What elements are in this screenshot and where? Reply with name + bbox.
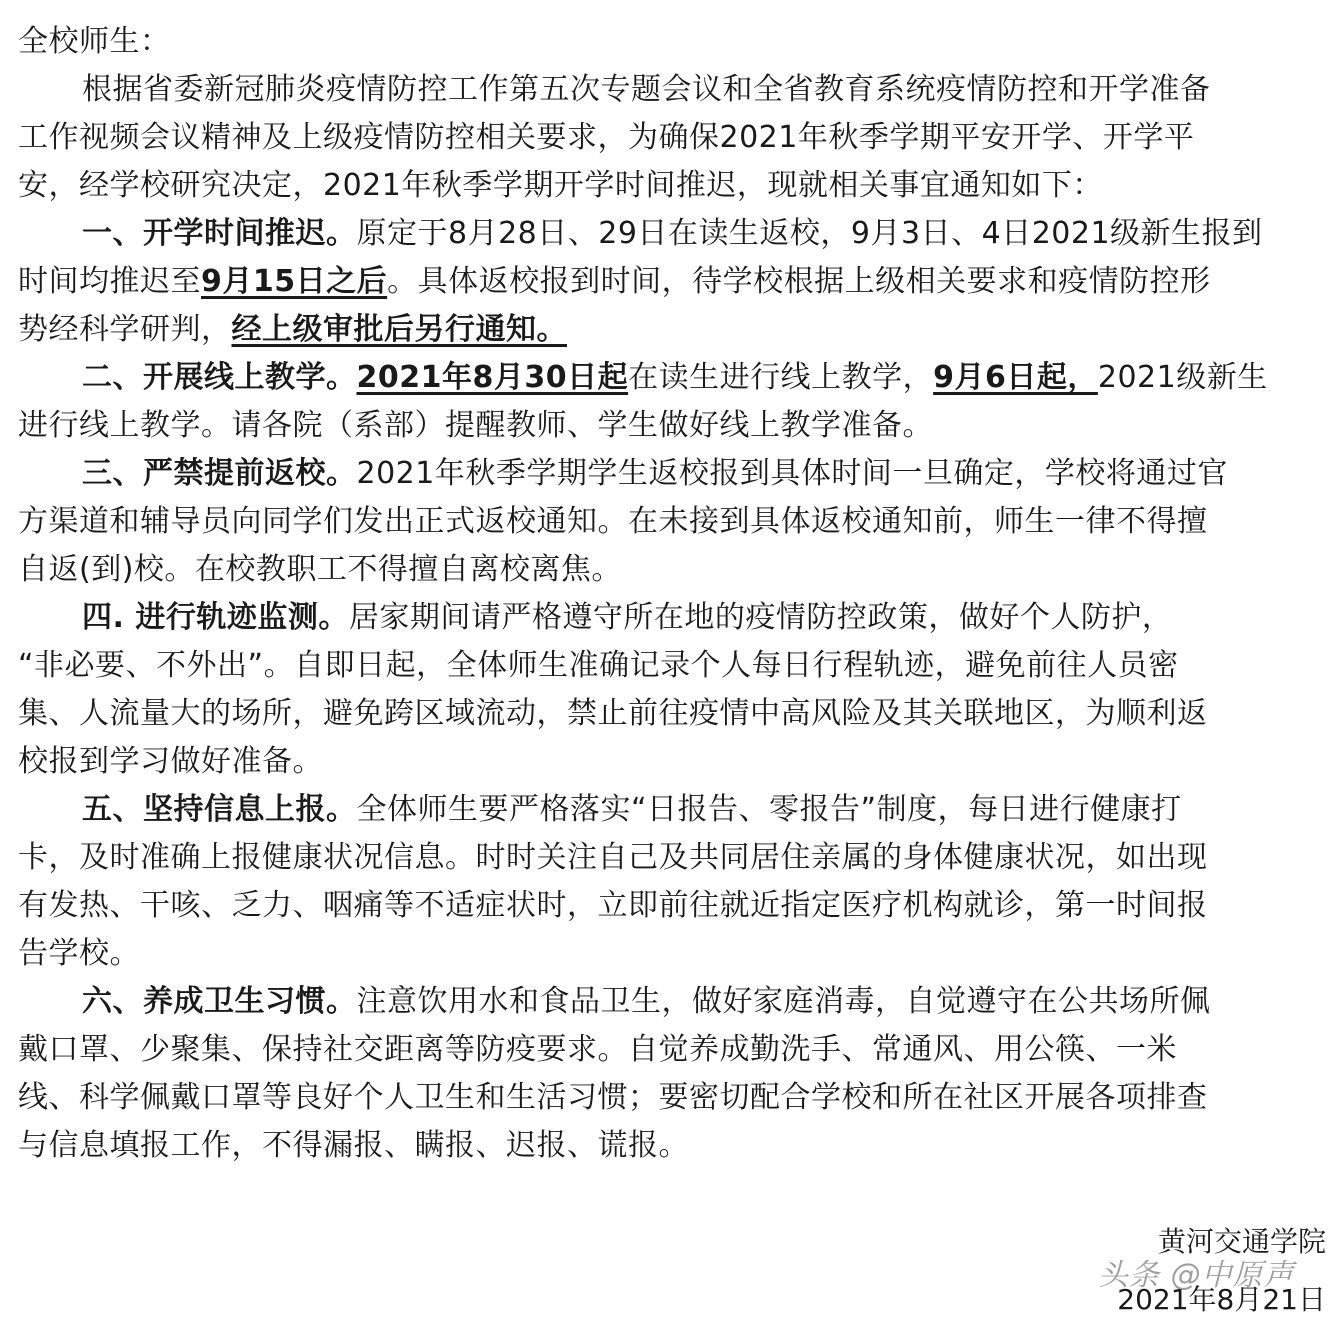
section-heading: 四. 进行轨迹监测。 <box>82 600 349 635</box>
section-text: 有发热、干咳、乏力、咽痛等不适症状时，立即前往就近指定医疗机构就诊，第一时间报 <box>18 888 1208 923</box>
section-text: 戴口罩、少聚集、保持社交距离等防疫要求。自觉养成勤洗手、常通风、用公筷、一米 <box>18 1032 1177 1067</box>
section-text: “非必要、不外出”。自即日起，全体师生准确记录个人每日行程轨迹，避免前往人员密 <box>18 648 1179 683</box>
section-text: 卡，及时准确上报健康状况信息。时时关注自己及共同居住亲属的身体健康状况，如出现 <box>18 840 1208 875</box>
section-heading: 五、坚持信息上报。 <box>82 792 357 827</box>
notice-document <box>18 18 1326 1170</box>
section-3 <box>18 450 1326 594</box>
section-heading: 二、开展线上教学。 <box>82 360 357 395</box>
emphasis-date: 2021年8月30日起 <box>356 360 629 395</box>
intro-line: 安，经学校研究决定，2021年秋季学期开学时间推迟，现就相关事宜通知如下： <box>18 168 1103 203</box>
section-text: 方渠道和辅导员向同学们发出正式返校通知。在未接到具体返校通知前，师生一律不得擅 <box>18 504 1208 539</box>
section-text: 线、科学佩戴口罩等良好个人卫生和生活习惯；要密切配合学校和所在社区开展各项排查 <box>18 1080 1208 1115</box>
section-text: 居家期间请严格遵守所在地的疫情防控政策，做好个人防护， <box>348 600 1173 635</box>
section-text: 自返(到)校。在校教职工不得擅自离校离焦。 <box>18 552 622 587</box>
section-text: 全体师生要严格落实“日报告、零报告”制度，每日进行健康打 <box>356 792 1182 827</box>
emphasis-date: 9月15日之后 <box>201 264 388 299</box>
section-heading: 三、严禁提前返校。 <box>82 456 357 491</box>
section-5 <box>18 786 1326 978</box>
section-text: 原定于8月28日、29日在读生返校，9月3日、4日2021级新生报到 <box>356 216 1263 251</box>
section-text: 2021级新生 <box>1097 360 1268 395</box>
section-text: 进行线上教学。请各院（系部）提醒教师、学生做好线上教学准备。 <box>18 408 933 443</box>
watermark: 头条 @中原声 <box>1098 1258 1295 1293</box>
section-heading: 一、开学时间推迟。 <box>82 216 357 251</box>
section-1 <box>18 210 1326 354</box>
emphasis-text: 经上级审批后另行通知。 <box>231 312 567 347</box>
section-text: 势经科学研判， <box>18 312 232 347</box>
section-text: 2021年秋季学期学生返校报到具体时间一旦确定，学校将通过官 <box>356 456 1228 491</box>
signature-org: 黄河交通学院 <box>1157 1225 1326 1258</box>
emphasis-date: 9月6日起， <box>933 360 1098 395</box>
section-text: 在读生进行线上教学， <box>628 360 934 395</box>
section-6 <box>18 978 1326 1170</box>
signature-date: 2021年8月21日 <box>1117 1283 1326 1316</box>
section-text: 与信息填报工作，不得漏报、瞒报、迟报、谎报。 <box>18 1128 689 1163</box>
section-text: 集、人流量大的场所，避免跨区域流动，禁止前往疫情中高风险及其关联地区，为顺利返 <box>18 696 1208 731</box>
section-heading: 六、养成卫生习惯。 <box>82 984 357 1019</box>
intro-line: 根据省委新冠肺炎疫情防控工作第五次专题会议和全省教育系统疫情防控和开学准备 <box>82 72 1211 107</box>
intro-paragraph <box>18 66 1326 210</box>
section-2 <box>18 354 1326 450</box>
section-text: 告学校。 <box>18 936 140 971</box>
section-text: 注意饮用水和食品卫生，做好家庭消毒，自觉遵守在公共场所佩 <box>356 984 1211 1019</box>
section-text: 校报到学习做好准备。 <box>18 744 323 779</box>
intro-line: 工作视频会议精神及上级疫情防控相关要求，为确保2021年秋季学期平安开学、开学平 <box>18 120 1195 155</box>
section-text: 时间均推迟至 <box>18 264 201 299</box>
section-4 <box>18 594 1326 786</box>
section-text: 。具体返校报到时间，待学校根据上级相关要求和疫情防控形 <box>387 264 1211 299</box>
salutation: 全校师生： <box>18 24 171 59</box>
